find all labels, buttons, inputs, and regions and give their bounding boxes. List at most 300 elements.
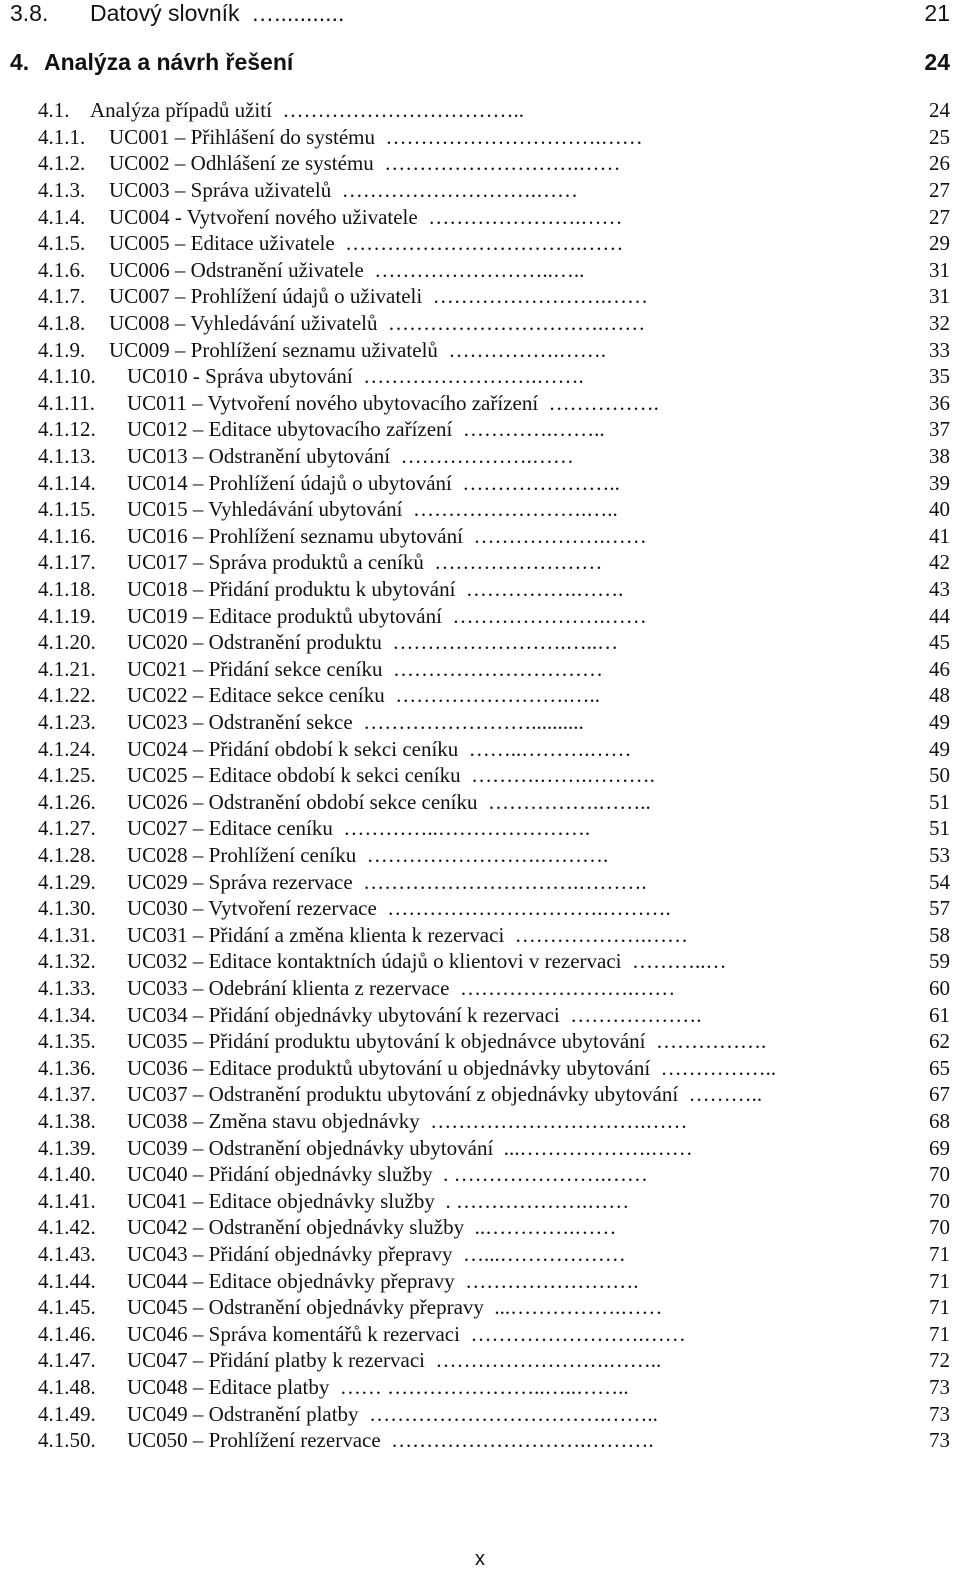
toc-entry-number: 4.1.31.	[38, 922, 96, 947]
toc-spacer	[381, 1428, 392, 1452]
toc-entry-page-number: 73	[929, 1375, 950, 1399]
toc-entry-title-text: UC024 – Přidání období k sekci ceníku	[127, 736, 459, 761]
toc-entry-title-text: UC021 – Přidání sekce ceníku	[127, 656, 383, 681]
toc-entry-number: 4.1.1.	[38, 124, 86, 149]
toc-spacer	[353, 710, 364, 734]
toc-entry-leader-dots: …………………….……	[459, 976, 676, 1000]
toc-entry-number: 4.1.29.	[38, 869, 96, 894]
toc-entry-title	[127, 470, 620, 496]
toc-entry-title	[127, 1055, 776, 1081]
toc-entry-page-number: 35	[929, 364, 950, 389]
toc-entry-title	[127, 1135, 693, 1161]
toc-entry[interactable]	[38, 1081, 950, 1107]
toc-entry-number: 4.1.49.	[38, 1401, 96, 1426]
toc-entry-leader-dots: …………………….…..	[413, 497, 618, 522]
toc-entry-page-number: 49	[929, 710, 950, 734]
toc-spacer	[422, 284, 433, 308]
toc-entry-title	[127, 1161, 648, 1187]
toc-entry-title	[127, 1108, 688, 1134]
toc-spacer	[425, 1348, 436, 1372]
toc-spacer	[418, 205, 429, 229]
toc-entry-title-text: UC044 – Editace objednávky přepravy	[127, 1268, 455, 1293]
toc-entry-title-text: UC001 – Přihlášení do systému	[109, 124, 375, 149]
toc-entry[interactable]	[38, 283, 950, 309]
toc-spacer	[461, 763, 472, 787]
toc-entry[interactable]	[38, 124, 950, 150]
toc-entry-leader-dots: …………………….……..	[435, 1348, 662, 1373]
toc-entry-number: 4.1.14.	[38, 470, 96, 495]
toc-entry-leader-dots: …………….…….	[448, 337, 606, 362]
toc-spacer	[375, 125, 386, 149]
toc-entry-title-text: UC035 – Přidání produktu ubytování k objednávce ubytování	[127, 1029, 646, 1054]
toc-entry-title	[109, 177, 578, 203]
toc-entry-number: 4.1.19.	[38, 603, 96, 628]
toc-spacer	[460, 1322, 471, 1346]
toc-entry-number: 4.1.5.	[38, 231, 86, 256]
toc-entry-leader-dots: …………………….…..…	[392, 630, 619, 655]
toc-entry[interactable]	[38, 1427, 950, 1453]
toc-entry[interactable]	[38, 682, 950, 708]
toc-entry-leader-dots: ………………….……	[452, 603, 647, 628]
toc-entry-number: 4.1.10.	[38, 364, 96, 389]
toc-entry-title-text: UC042 – Odstranění objednávky služby	[127, 1215, 465, 1240]
toc-entry-title	[127, 1214, 616, 1240]
toc-entry[interactable]	[38, 1374, 950, 1400]
toc-entry[interactable]	[38, 97, 950, 123]
toc-entry-leader-dots: ………………………….……	[385, 124, 643, 149]
toc-entry-title	[127, 363, 584, 389]
toc-entry-page-number: 60	[929, 976, 950, 1000]
toc-entry-page-number: 43	[929, 577, 950, 601]
toc-entry-title	[127, 1347, 661, 1373]
toc-entry-leader-dots: ………………….……	[428, 204, 623, 229]
toc-spacer	[646, 1029, 657, 1053]
toc-entry-title-text: UC045 – Odstranění objednávky přepravy	[127, 1295, 484, 1320]
toc-entry[interactable]	[38, 1108, 950, 1134]
toc-entry-leader-dots: …...………………	[462, 1242, 626, 1266]
toc-entry-title-text: UC006 – Odstranění uživatele	[109, 257, 364, 282]
toc-entry-leader-dots: …………….……..	[488, 789, 651, 814]
toc-spacer	[420, 1109, 431, 1133]
toc-entry-number: 4.1.25.	[38, 763, 96, 788]
toc-entry-title-text: UC016 – Prohlížení seznamu ubytování	[127, 523, 463, 548]
toc-entry-leader-dots: ..………….……	[474, 1215, 617, 1240]
toc-entry-number: 4.1.3.	[38, 178, 86, 202]
toc-entry-leader-dots: ……………………….……….	[391, 1428, 654, 1453]
toc-entry[interactable]	[38, 523, 950, 549]
toc-entry-number: 4.1.34.	[38, 1002, 96, 1027]
toc-entry-number: 4.1.18.	[38, 577, 96, 601]
toc-entry-page-number: 31	[929, 257, 950, 282]
toc-entry[interactable]	[38, 895, 950, 921]
toc-spacer	[293, 49, 305, 75]
toc-entry-leader-dots: …………………….…..	[395, 683, 600, 708]
toc-entry-page-number: 69	[929, 1135, 950, 1160]
toc-entry-page-number: 68	[929, 1109, 950, 1133]
toc-entry-number: 4.1.50.	[38, 1428, 96, 1453]
toc-entry-title	[127, 629, 618, 655]
toc-entry-title-text: UC008 – Vyhledávání uživatelů	[109, 311, 378, 335]
toc-entry-title-text: UC031 – Přidání a změna klienta k rezervaci	[127, 922, 505, 947]
toc-entry[interactable]	[38, 709, 950, 735]
toc-entry[interactable]	[38, 1055, 950, 1081]
toc-entry[interactable]	[38, 922, 950, 948]
toc-entry[interactable]	[38, 656, 950, 682]
toc-entry-leader-dots: …………………….…….	[363, 364, 584, 389]
toc-spacer	[455, 1269, 466, 1293]
toc-entry[interactable]	[38, 204, 950, 230]
toc-entry-title	[109, 150, 621, 176]
toc-entry[interactable]	[38, 496, 950, 522]
toc-entry-page-number: 24	[924, 48, 950, 75]
toc-entry[interactable]	[38, 363, 950, 389]
toc-entry-page-number: 51	[929, 789, 950, 814]
toc-entry-title-text: UC047 – Přidání platby k rezervaci	[127, 1348, 425, 1373]
toc-entry-number: 4.1.40.	[38, 1162, 96, 1187]
toc-spacer	[493, 1136, 504, 1160]
toc-entry-title-text: UC041 – Editace objednávky služby	[127, 1188, 435, 1213]
toc-entry-page-number: 62	[929, 1029, 950, 1054]
toc-entry-page-number: 44	[929, 603, 950, 628]
toc-entry-title	[127, 709, 584, 735]
toc-spacer	[622, 949, 633, 973]
toc-entry-leader-dots: ………………………….……	[387, 311, 646, 335]
toc-entry[interactable]	[38, 948, 950, 974]
toc-spacer	[353, 870, 364, 894]
toc-entry-title-text: UC050 – Prohlížení rezervace	[127, 1428, 381, 1453]
toc-entry-title-text: UC028 – Prohlížení ceníku	[127, 843, 357, 867]
toc-entry[interactable]	[10, 0, 950, 26]
toc-spacer	[538, 391, 549, 415]
toc-entry-title	[109, 337, 606, 363]
toc-spacer	[452, 1242, 463, 1266]
toc-entry-leader-dots: ……………….……	[473, 523, 647, 548]
toc-entry-leader-dots: ………….……..	[462, 417, 605, 442]
toc-spacer	[504, 923, 515, 947]
toc-entry-page-number: 71	[929, 1295, 950, 1320]
toc-entry-title-text: UC011 – Vytvoření nového ubytovacího zařízení	[127, 390, 539, 415]
toc-entry-title-text: UC019 – Editace produktů ubytování	[127, 603, 442, 628]
toc-spacer	[390, 444, 401, 468]
toc-entry-number: 4.1.44.	[38, 1268, 96, 1293]
toc-spacer	[403, 497, 414, 521]
toc-entry-number: 4.1.33.	[38, 976, 96, 1000]
toc-entry-number: 4.1.2.	[38, 151, 86, 176]
toc-entry-title-text: UC010 - Správa ubytování	[127, 364, 353, 389]
toc-entry-title	[127, 869, 647, 895]
toc-entry[interactable]	[38, 257, 950, 283]
toc-entry-title-text: UC018 – Přidání produktu k ubytování	[127, 577, 456, 601]
toc-entry-title-text: UC030 – Vytvoření rezervace	[127, 896, 377, 921]
toc-entry-title-text: UC005 – Editace uživatele	[109, 231, 335, 256]
toc-entry-leader-dots: …………….…….	[465, 577, 624, 601]
toc-entry-title-text: UC017 – Správa produktů a ceníků	[127, 550, 424, 575]
toc-entry-title	[127, 1268, 639, 1294]
toc-entry[interactable]	[38, 1294, 950, 1320]
toc-entry-title	[127, 1028, 766, 1054]
toc-entry-page-number: 27	[929, 178, 950, 202]
toc-entry-title	[127, 390, 659, 416]
toc-entry-title-text: UC038 – Změna stavu objednávky	[127, 1109, 420, 1133]
toc-entry-number: 4.1.21.	[38, 656, 96, 681]
toc-entry-title	[127, 1081, 762, 1107]
toc-entry[interactable]	[38, 1214, 950, 1240]
toc-entry-leader-dots: ……………….……	[514, 922, 689, 947]
toc-spacer	[382, 657, 393, 681]
toc-entry[interactable]	[38, 1135, 950, 1161]
toc-spacer	[272, 98, 283, 122]
toc-entry[interactable]	[38, 310, 950, 336]
toc-entry[interactable]	[38, 1002, 950, 1028]
toc-spacer	[240, 0, 252, 26]
toc-entry-title	[127, 1374, 629, 1400]
toc-spacer	[463, 524, 474, 548]
toc-entry-number: 3.8.	[10, 0, 49, 26]
toc-entry-leader-dots: ………………………….……….	[387, 896, 671, 921]
toc-spacer	[484, 1295, 495, 1319]
toc-entry-leader-dots: ………………………….……….	[363, 869, 647, 894]
toc-entry-number: 4.1.12.	[38, 417, 96, 442]
toc-entry-title-text: Analýza a návrh řešení	[44, 48, 294, 75]
toc-entry-title-text: UC014 – Prohlížení údajů o ubytování	[127, 470, 452, 495]
toc-entry-page-number: 53	[929, 843, 950, 867]
toc-entry-leader-dots: ……………………	[434, 550, 603, 575]
toc-entry-page-number: 27	[929, 204, 950, 229]
toc-entry[interactable]	[10, 49, 950, 75]
toc-entry-number: 4.1.35.	[38, 1029, 96, 1054]
toc-entry-page-number: 45	[929, 630, 950, 655]
toc-entry[interactable]	[38, 1347, 950, 1373]
toc-entry-title	[44, 49, 305, 75]
toc-entry-title	[127, 922, 688, 948]
toc-entry-number: 4.1.30.	[38, 896, 96, 921]
toc-spacer	[374, 151, 385, 175]
toc-entry-leader-dots: …………………………….……	[345, 231, 624, 256]
toc-entry-page-number: 73	[929, 1428, 950, 1453]
toc-entry-title	[127, 416, 605, 442]
toc-spacer	[452, 417, 463, 441]
toc-entry[interactable]	[38, 762, 950, 788]
toc-entry-leader-dots: …………….	[548, 390, 659, 415]
toc-entry-title	[90, 97, 524, 123]
toc-entry[interactable]	[38, 736, 950, 762]
toc-entry-title-text: UC023 – Odstranění sekce	[127, 710, 353, 734]
toc-entry-page-number: 39	[929, 470, 950, 495]
toc-entry-number: 4.1.41.	[38, 1188, 96, 1213]
toc-entry[interactable]	[38, 789, 950, 815]
toc-entry-page-number: 51	[929, 816, 950, 841]
toc-entry[interactable]	[38, 443, 950, 469]
toc-entry-title-text: UC009 – Prohlížení seznamu uživatelů	[109, 337, 438, 362]
toc-entry-title	[127, 1427, 654, 1453]
toc-entry[interactable]	[38, 549, 950, 575]
toc-entry-leader-dots: . ……………….……	[445, 1188, 630, 1213]
toc-entry-title-text: UC046 – Správa komentářů k rezervaci	[127, 1321, 460, 1346]
toc-spacer	[478, 790, 489, 814]
toc-entry-number: 4.1.6.	[38, 257, 86, 282]
toc-entry[interactable]	[38, 337, 950, 363]
toc-spacer	[442, 604, 453, 628]
toc-entry-title	[127, 443, 574, 469]
toc-entry-title	[127, 815, 590, 841]
toc-entry-title	[127, 576, 623, 602]
toc-entry-title-text: UC043 – Přidání objednávky přepravy	[127, 1242, 453, 1266]
toc-entry[interactable]	[38, 975, 950, 1001]
toc-entry-page-number: 57	[929, 896, 950, 921]
toc-spacer	[435, 1189, 446, 1213]
toc-entry-title-text: UC003 – Správa uživatelů	[109, 178, 332, 202]
toc-entry-page-number: 54	[929, 869, 950, 894]
toc-entry-leader-dots: ……………………..........	[363, 710, 584, 734]
toc-entry-number: 4.1.27.	[38, 816, 96, 841]
toc-entry-title-text: UC002 – Odhlášení ze systému	[109, 151, 374, 176]
toc-spacer	[333, 816, 344, 840]
toc-entry-number: 4.1.9.	[38, 337, 86, 362]
toc-spacer	[329, 1375, 340, 1399]
toc-entry[interactable]	[38, 815, 950, 841]
toc-entry-number: 4.1.37.	[38, 1082, 96, 1107]
toc-entry-number: 4.1.15.	[38, 497, 96, 522]
toc-entry-number: 4.1.20.	[38, 630, 96, 655]
toc-entry-leader-dots: ……………….	[570, 1002, 702, 1027]
toc-entry[interactable]	[38, 869, 950, 895]
toc-entry-number: 4.1.48.	[38, 1375, 96, 1399]
toc-entry-title-text: UC029 – Správa rezervace	[127, 869, 353, 894]
toc-spacer	[335, 231, 346, 255]
toc-entry[interactable]	[38, 390, 950, 416]
toc-entry-title-text: Analýza případů užití	[90, 98, 272, 123]
toc-spacer	[449, 976, 460, 1000]
toc-entry[interactable]	[38, 842, 950, 868]
toc-entry[interactable]	[38, 1188, 950, 1214]
toc-entry-number: 4.1.28.	[38, 843, 96, 867]
toc-entry-title-text: UC007 – Prohlížení údajů o uživateli	[109, 284, 423, 309]
toc-entry[interactable]	[38, 1401, 950, 1427]
toc-entry-leader-dots: …………………………	[392, 656, 603, 681]
toc-entry-number: 4.1.39.	[38, 1135, 96, 1160]
toc-entry-page-number: 72	[929, 1348, 950, 1373]
toc-entry-title-text: UC033 – Odebrání klienta z rezervace	[127, 976, 450, 1000]
toc-entry-leader-dots: ……………………………..	[282, 98, 524, 123]
toc-entry-number: 4.1.45.	[38, 1295, 96, 1320]
toc-entry[interactable]	[38, 576, 950, 602]
toc-spacer	[356, 843, 367, 867]
toc-spacer	[433, 1162, 444, 1186]
toc-entry-title-text: UC020 – Odstranění produktu	[127, 630, 382, 655]
toc-spacer	[331, 178, 342, 202]
toc-entry[interactable]	[38, 603, 950, 629]
toc-entry-leader-dots: …………………….	[465, 1268, 639, 1293]
toc-entry-leader-dots: ...……………….……	[503, 1135, 693, 1160]
toc-spacer	[377, 311, 388, 335]
toc-entry-title	[127, 1188, 629, 1214]
toc-spacer	[678, 1082, 689, 1106]
toc-spacer	[455, 577, 466, 601]
toc-spacer	[438, 338, 449, 362]
toc-entry-page-number: 70	[929, 1162, 950, 1187]
toc-entry-title-text: UC040 – Přidání objednávky služby	[127, 1162, 433, 1187]
toc-entry[interactable]	[38, 1161, 950, 1187]
toc-entry-leader-dots: ………..	[688, 1082, 763, 1107]
toc-entry[interactable]	[38, 1028, 950, 1054]
toc-entry[interactable]	[38, 629, 950, 655]
toc-entry-title	[127, 948, 727, 974]
toc-entry-page-number: 21	[924, 0, 950, 26]
toc-entry-page-number: 24	[929, 98, 950, 123]
toc-entry-leader-dots: …...........	[251, 0, 345, 26]
toc-entry-page-number: 33	[929, 337, 950, 362]
toc-entry-title	[109, 283, 648, 309]
toc-entry-title	[127, 1321, 686, 1347]
toc-entry-leader-dots: ……….…….……….	[471, 763, 655, 788]
toc-entry-title-text: UC025 – Editace období k sekci ceníku	[127, 763, 461, 788]
toc-entry-title	[127, 895, 671, 921]
toc-entry-page-number: 29	[929, 231, 950, 256]
toc-entry-title-text: Datový slovník	[90, 0, 240, 26]
toc-entry-number: 4.1.7.	[38, 284, 86, 309]
toc-entry[interactable]	[38, 177, 950, 203]
toc-entry-page-number: 32	[929, 311, 950, 335]
toc-entry-title	[109, 230, 623, 256]
toc-entry[interactable]	[38, 416, 950, 442]
toc-entry-title-text: UC026 – Odstranění období sekce ceníku	[127, 789, 478, 814]
toc-entry-number: 4.1.46.	[38, 1321, 96, 1346]
toc-entry-title	[127, 603, 647, 629]
toc-entry-page-number: 46	[929, 656, 950, 681]
toc-entry[interactable]	[38, 1241, 950, 1267]
toc-spacer	[382, 630, 393, 654]
toc-entry[interactable]	[38, 1321, 950, 1347]
toc-entry-number: 4.1.17.	[38, 550, 96, 575]
toc-entry[interactable]	[38, 1268, 950, 1294]
toc-spacer	[364, 258, 375, 282]
toc-entry-title	[127, 842, 608, 868]
toc-entry-page-number: 25	[929, 124, 950, 149]
toc-entry-page-number: 42	[929, 550, 950, 575]
toc-entry[interactable]	[38, 230, 950, 256]
toc-entry-title	[127, 523, 647, 549]
toc-entry-leader-dots: ………..…	[632, 949, 727, 974]
toc-entry-title	[109, 124, 643, 150]
toc-entry-title	[127, 1002, 701, 1028]
toc-entry-title-text: UC048 – Editace platby	[127, 1375, 330, 1399]
toc-entry-leader-dots: ……………………..…..	[374, 257, 585, 282]
toc-entry-number: 4.1.	[38, 98, 70, 123]
toc-entry-leader-dots: …………..………………….	[343, 816, 591, 841]
toc-entry[interactable]	[38, 150, 950, 176]
toc-entry[interactable]	[38, 470, 950, 496]
toc-entry-leader-dots: ……………..	[660, 1055, 777, 1080]
toc-entry-page-number: 71	[929, 1321, 950, 1346]
toc-entry-leader-dots: …………………….……	[470, 1321, 686, 1346]
toc-entry-number: 4.1.47.	[38, 1348, 96, 1373]
toc-entry-page-number: 36	[929, 390, 950, 415]
toc-entry-page-number: 67	[929, 1082, 950, 1107]
toc-entry-title	[127, 789, 651, 815]
toc-entry-leader-dots: ...…………….……	[494, 1295, 663, 1320]
toc-entry-title-text: UC004 - Vytvoření nového uživatele	[109, 204, 418, 229]
toc-entry-page-number: 70	[929, 1215, 950, 1240]
toc-entry-number: 4.1.26.	[38, 789, 96, 814]
toc-entry-page-number: 71	[929, 1242, 950, 1266]
page-number-footer: x	[475, 1548, 485, 1570]
toc-spacer	[452, 471, 463, 495]
toc-spacer	[458, 737, 469, 761]
toc-entry-page-number: 59	[929, 949, 950, 974]
toc-entry-page-number: 71	[929, 1268, 950, 1293]
toc-entry-title-text: UC022 – Editace sekce ceníku	[127, 683, 385, 708]
toc-spacer	[650, 1056, 661, 1080]
